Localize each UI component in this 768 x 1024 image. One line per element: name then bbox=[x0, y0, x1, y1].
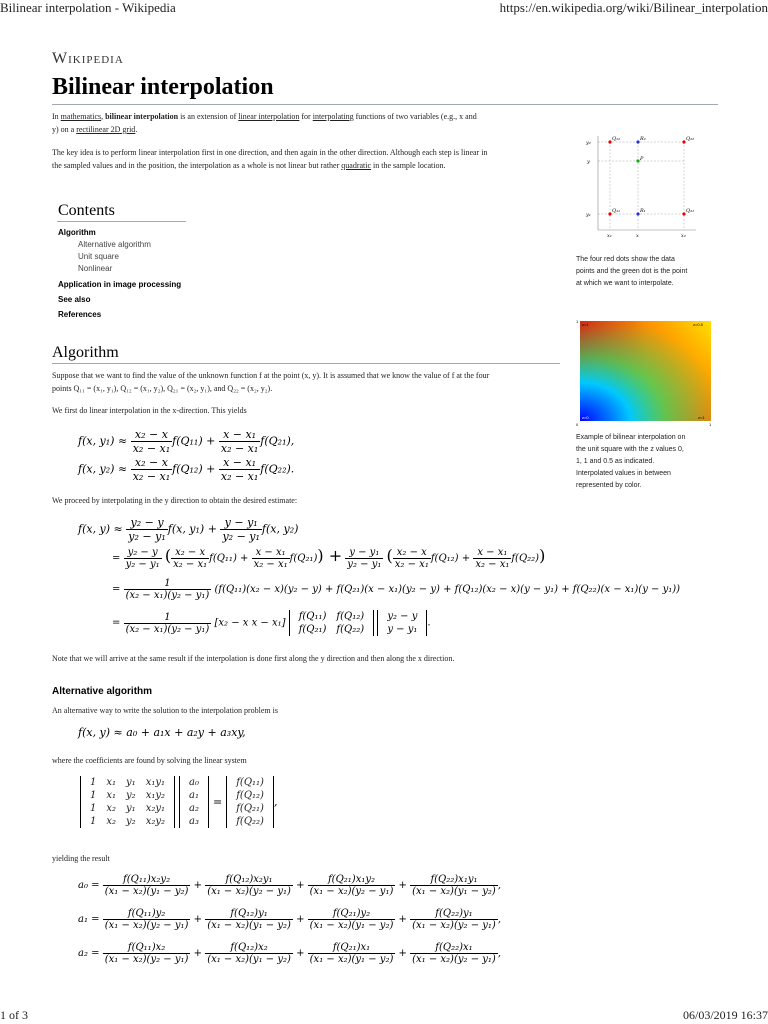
matrix-cell: y₁ bbox=[126, 777, 136, 788]
page-number: 1 of 3 bbox=[0, 1008, 28, 1022]
denominator: x₂ − x₁ bbox=[132, 442, 171, 455]
colormap-svg bbox=[576, 318, 716, 428]
math-term: , bbox=[273, 795, 278, 809]
numerator: f(Q₂₂)x₁y₁ bbox=[410, 874, 498, 886]
label-q21: Q₂₁ bbox=[686, 208, 695, 214]
fraction bbox=[393, 547, 431, 570]
text: the sampled values and in the position, the interpolation as a whole is not linear but rather bbox=[52, 161, 342, 170]
matrix-cell: y₁ bbox=[126, 803, 136, 814]
link-quadratic[interactable]: quadratic bbox=[341, 161, 372, 170]
math-term: , bbox=[497, 880, 502, 891]
tab-title: Bilinear interpolation - Wikipedia bbox=[0, 0, 176, 15]
label-x1: x₁ bbox=[607, 233, 612, 239]
matrix-row bbox=[294, 610, 369, 623]
linear-system bbox=[80, 776, 277, 828]
denominator: (x₂ − x₁)(y₂ − y₁) bbox=[125, 623, 210, 635]
math-term: f(x, y₂) ≈ bbox=[78, 462, 128, 476]
fraction bbox=[308, 908, 396, 931]
figure-unit-square-colormap[interactable] bbox=[576, 318, 716, 428]
math-term: f(x, y₁) ≈ bbox=[78, 434, 128, 448]
fraction bbox=[131, 456, 172, 483]
matrix-cell: x₂y₁ bbox=[145, 803, 166, 814]
page-url[interactable]: https://en.wikipedia.org/wiki/Bilinear_interpolation bbox=[499, 0, 768, 15]
fraction bbox=[219, 428, 260, 455]
math-term: f(Q₂₁) bbox=[289, 553, 318, 564]
math-term: f(Q₁₁) + bbox=[209, 553, 249, 564]
algorithm-heading: Algorithm bbox=[52, 344, 119, 361]
axis-label-right: 1 bbox=[709, 422, 712, 427]
math-term: a₁ = bbox=[78, 914, 100, 925]
matrix-row bbox=[184, 776, 204, 789]
table-of-contents bbox=[58, 226, 258, 326]
matrix-cell: 1 bbox=[90, 790, 97, 801]
fraction bbox=[252, 547, 290, 570]
math-term: = bbox=[112, 584, 121, 595]
toc-item-application[interactable]: Application in image processing bbox=[58, 280, 182, 289]
caption-line: The four red dots show the data bbox=[576, 256, 675, 263]
matrix-row bbox=[85, 802, 170, 815]
math-term: = bbox=[112, 553, 121, 564]
caption-line: Interpolated values in between bbox=[576, 470, 671, 477]
alt-paragraph-2: where the coefficients are found by solving the linear system bbox=[52, 756, 247, 765]
matrix-cell: a₃ bbox=[189, 816, 199, 827]
numerator: y₂ − y bbox=[126, 516, 167, 530]
matrix-row bbox=[184, 815, 204, 828]
numerator: f(Q₂₂)x₁ bbox=[410, 942, 498, 954]
caption-line: 1, 1 and 0.5 as indicated. bbox=[576, 458, 655, 465]
fraction bbox=[126, 516, 167, 543]
matrix-row bbox=[382, 610, 422, 623]
algorithm-paragraph-4: Note that we will arrive at the same result if the interpolation is done first along the y direction and then along the x direction. bbox=[52, 654, 455, 663]
denominator: (x₁ − x₂)(y₂ − y₁) bbox=[412, 954, 496, 965]
denominator: (x₁ − x₂)(y₁ − y₂) bbox=[104, 886, 189, 897]
alternative-algorithm-heading: Alternative algorithm bbox=[52, 686, 153, 697]
text: In bbox=[52, 112, 61, 121]
numerator: y₂ − y bbox=[124, 547, 162, 559]
denominator: (x₁ − x₂)(y₂ − y₁) bbox=[104, 954, 189, 965]
fraction bbox=[103, 874, 191, 897]
numerator: x − x₁ bbox=[219, 456, 260, 470]
paren: ) + bbox=[317, 546, 343, 565]
alt-paragraph-1: An alternative way to write the solution to the interpolation problem is bbox=[52, 706, 278, 715]
matrix-cell: x₁y₂ bbox=[145, 790, 166, 801]
denominator: (x₁ − x₂)(y₁ − y₂) bbox=[412, 886, 496, 897]
math-term: , bbox=[497, 948, 502, 959]
fraction bbox=[410, 874, 498, 897]
formula-fxy-line4 bbox=[112, 610, 431, 636]
numerator: f(Q₁₂)x₂ bbox=[205, 942, 293, 954]
text: , bbox=[101, 112, 106, 121]
denominator: x₂ − x₁ bbox=[220, 470, 259, 483]
formula-fxy-line3 bbox=[112, 578, 680, 601]
matrix-cell: f(Q₁₂) bbox=[236, 790, 264, 801]
matrix-table bbox=[85, 776, 170, 828]
math-term: = bbox=[213, 795, 223, 809]
fraction bbox=[345, 547, 383, 570]
label-q22: Q₂₂ bbox=[686, 136, 695, 142]
corner-label-tl: z=1 bbox=[582, 322, 589, 327]
colormap-layer bbox=[580, 321, 711, 421]
coefficient-vector bbox=[179, 776, 209, 828]
numerator: 1 bbox=[124, 578, 212, 590]
toc-item-references[interactable]: References bbox=[58, 310, 102, 319]
numerator: f(Q₂₂)y₁ bbox=[410, 908, 498, 920]
matrix-row bbox=[294, 623, 369, 636]
label-y2: y₂ bbox=[586, 140, 591, 146]
numerator: f(Q₂₁)x₁y₂ bbox=[308, 874, 396, 886]
fraction bbox=[220, 516, 261, 543]
formula-a0 bbox=[78, 874, 501, 897]
algorithm-divider bbox=[52, 363, 560, 364]
math-term: f(Q₂₁), bbox=[260, 434, 295, 448]
formula-alt: f(x, y) ≈ a₀ + a₁x + a₂y + a₃xy, bbox=[78, 726, 246, 739]
numerator: f(Q₁₂)x₂y₁ bbox=[205, 874, 293, 886]
fraction bbox=[103, 908, 191, 931]
label-y: y bbox=[587, 159, 590, 165]
numerator: f(Q₁₁)x₂y₂ bbox=[103, 874, 191, 886]
matrix-cell: x₁y₁ bbox=[145, 777, 166, 788]
denominator: x₂ − x₁ bbox=[475, 559, 510, 570]
toc-item-algorithm[interactable]: Algorithm bbox=[58, 228, 96, 237]
bold-term: bilinear interpolation bbox=[105, 112, 179, 121]
numerator: f(Q₁₁)x₂ bbox=[103, 942, 191, 954]
matrix-cell: f(Q₂₁) bbox=[236, 803, 264, 814]
formula-a2 bbox=[78, 942, 501, 965]
caption-line: the unit square with the z values 0, bbox=[576, 446, 684, 453]
numerator: x₂ − x bbox=[131, 428, 172, 442]
math-term: f(x, y) ≈ bbox=[78, 522, 123, 536]
diagram-svg bbox=[580, 132, 700, 244]
denominator: (x₁ − x₂)(y₂ − y₁) bbox=[104, 920, 189, 931]
paren: ( bbox=[164, 546, 172, 565]
corner-label-tr: z=0.5 bbox=[693, 322, 703, 327]
fraction bbox=[205, 908, 293, 931]
algorithm-paragraph-1 bbox=[52, 369, 562, 395]
toc-item-see-also[interactable]: See also bbox=[58, 295, 91, 304]
matrix-cell: 1 bbox=[90, 803, 97, 814]
math-term: + bbox=[296, 914, 305, 925]
wikipedia-wordmark[interactable]: Wikipedia bbox=[52, 50, 124, 67]
math-term: + bbox=[193, 880, 202, 891]
fraction bbox=[308, 942, 396, 965]
matrix-cell: x₂ bbox=[106, 803, 117, 814]
axis-label-origin: 0 bbox=[576, 422, 579, 427]
formula-fxy-line1 bbox=[78, 516, 298, 543]
math-term: f(Q₁₂) + bbox=[430, 553, 471, 564]
math-term: + bbox=[398, 914, 407, 925]
alt-paragraph-3: yielding the result bbox=[52, 854, 110, 863]
fraction bbox=[308, 874, 396, 897]
matrix-row bbox=[231, 776, 269, 789]
math-term: f(x, y₂) bbox=[261, 522, 299, 536]
link-rectilinear-grid[interactable]: rectilinear 2D grid bbox=[76, 125, 136, 134]
matrix-cell: a₂ bbox=[189, 803, 199, 814]
denominator: x₂ − x₁ bbox=[173, 559, 208, 570]
corner-label-br: z=1 bbox=[698, 415, 705, 420]
numerator: x − x₁ bbox=[473, 547, 511, 559]
matrix-row bbox=[231, 789, 269, 802]
matrix-row bbox=[231, 802, 269, 815]
denominator: y₂ − y₁ bbox=[125, 559, 160, 570]
numerator: y − y₁ bbox=[345, 547, 383, 559]
numerator: y − y₁ bbox=[220, 516, 261, 530]
text: in the sample location. bbox=[371, 161, 446, 170]
label-p: P bbox=[640, 156, 644, 162]
matrix-row bbox=[85, 776, 170, 789]
matrix-cell: y − y₁ bbox=[387, 624, 418, 635]
text: is an extension of bbox=[178, 112, 239, 121]
math-term: + bbox=[193, 948, 202, 959]
denominator: x₂ − x₁ bbox=[253, 559, 288, 570]
math-term: a₀ = bbox=[78, 880, 100, 891]
fraction bbox=[103, 942, 191, 965]
numerator: x − x₁ bbox=[252, 547, 290, 559]
link-interpolating[interactable]: interpolating bbox=[312, 112, 354, 121]
matrix-fq bbox=[289, 610, 374, 636]
link-linear-interpolation[interactable]: linear interpolation bbox=[238, 112, 300, 121]
fraction bbox=[124, 547, 162, 570]
math-term: f(Q₁₁) + bbox=[172, 434, 216, 448]
math-term: f(x, y₁) + bbox=[167, 522, 217, 536]
label-x: x bbox=[636, 233, 639, 239]
matrix-cell: f(Q₁₁) bbox=[236, 777, 264, 788]
matrix-row bbox=[382, 623, 422, 636]
denominator: (x₂ − x₁)(y₂ − y₁) bbox=[125, 590, 210, 601]
matrix-table bbox=[184, 776, 204, 828]
math-term: + bbox=[193, 914, 202, 925]
axis-label-top: 1 bbox=[576, 319, 579, 324]
text: functions of two variables (e.g., x and bbox=[353, 112, 477, 121]
math-term: f(Q₂₂). bbox=[260, 462, 295, 476]
link-mathematics[interactable]: mathematics bbox=[60, 112, 102, 121]
contents-heading: Contents bbox=[58, 202, 115, 219]
denominator: (x₁ − x₂)(y₂ − y₁) bbox=[207, 886, 291, 897]
fraction bbox=[410, 908, 498, 931]
paren: ( bbox=[386, 546, 393, 565]
matrix-cell: a₁ bbox=[189, 790, 199, 801]
denominator: (x₁ − x₂)(y₁ − y₂) bbox=[309, 920, 394, 931]
text-line: Suppose that we want to find the value of the unknown function f at the point (x, y). It is assumed that we know the value of f at the four bbox=[52, 371, 490, 380]
figure1-caption bbox=[576, 254, 716, 290]
matrix-cell: x₁ bbox=[106, 790, 117, 801]
math-term: = bbox=[112, 617, 121, 629]
formula-a1 bbox=[78, 908, 501, 931]
denominator: (x₁ − x₂)(y₁ − y₂) bbox=[207, 954, 291, 965]
numerator: x₂ − x bbox=[131, 456, 172, 470]
denominator: y₂ − y₁ bbox=[222, 530, 260, 543]
print-datetime: 06/03/2019 16:37 bbox=[682, 1008, 768, 1022]
matrix-cell: x₂y₂ bbox=[145, 816, 166, 827]
math-term: , bbox=[497, 914, 502, 925]
denominator: x₂ − x₁ bbox=[220, 442, 259, 455]
label-q12: Q₁₂ bbox=[612, 136, 621, 142]
text-line: points Q₁₁ = (x₁, y₁), Q₁₂ = (x₁, y₂), Q₂₁ = (x₂, y₁), and Q₂₂ = (x₂, y₂). bbox=[52, 384, 273, 393]
paren: ) bbox=[539, 546, 546, 565]
matrix-cell: f(Q₂₁) bbox=[298, 624, 327, 635]
denominator: (x₁ − x₂)(y₂ − y₁) bbox=[309, 886, 394, 897]
numerator: 1 bbox=[124, 612, 212, 624]
fraction bbox=[131, 428, 172, 455]
label-r2: R₂ bbox=[640, 136, 646, 142]
matrix-cell: f(Q₁₁) bbox=[298, 611, 327, 622]
fraction bbox=[171, 547, 209, 570]
denominator: x₂ − x₁ bbox=[394, 559, 429, 570]
label-r1: R₁ bbox=[640, 208, 646, 214]
formula-fxy2 bbox=[78, 456, 294, 483]
matrix-row bbox=[85, 789, 170, 802]
numerator: x − x₁ bbox=[219, 428, 260, 442]
caption-line: represented by color. bbox=[576, 482, 642, 489]
text: y) on a bbox=[52, 125, 77, 134]
math-term: + bbox=[398, 880, 407, 891]
toc-item-alternative-algorithm[interactable]: Alternative algorithm bbox=[78, 240, 151, 249]
title-divider bbox=[52, 104, 718, 105]
fraction bbox=[124, 612, 212, 635]
algorithm-paragraph-2: We first do linear interpolation in the x-direction. This yields bbox=[52, 406, 247, 415]
matrix-cell: 1 bbox=[90, 816, 97, 827]
matrix-cell: y₂ bbox=[126, 790, 136, 801]
fraction bbox=[205, 942, 293, 965]
label-x2: x₂ bbox=[681, 233, 686, 239]
matrix-row bbox=[184, 789, 204, 802]
fraction bbox=[219, 456, 260, 483]
label-y1: y₁ bbox=[586, 212, 591, 218]
numerator: f(Q₁₂)y₁ bbox=[205, 908, 293, 920]
numerator: x₂ − x bbox=[393, 547, 431, 559]
row-vector: [x₂ − x x − x₁] bbox=[214, 617, 286, 629]
math-term: (f(Q₁₁)(x₂ − x)(y₂ − y) + f(Q₂₁)(x − x₁)(y₂ − y) + f(Q₁₂)(x₂ − x)(y − y₁) + f(Q₂₂)(x − x₁)(y − y₁)) bbox=[214, 584, 681, 595]
caption-line: Example of bilinear interpolation on bbox=[576, 434, 686, 441]
figure2-caption bbox=[576, 432, 716, 492]
toc-item-unit-square[interactable]: Unit square bbox=[78, 252, 119, 261]
matrix-row bbox=[184, 802, 204, 815]
math-term: a₂ = bbox=[78, 948, 100, 959]
denominator: (x₁ − x₂)(y₁ − y₂) bbox=[309, 954, 394, 965]
matrix-cell: a₀ bbox=[189, 777, 199, 788]
numerator: f(Q₂₁)x₁ bbox=[308, 942, 396, 954]
denominator: (x₁ − x₂)(y₁ − y₂) bbox=[207, 920, 291, 931]
label-q11: Q₁₁ bbox=[612, 208, 621, 214]
system-matrix bbox=[80, 776, 175, 828]
fraction bbox=[410, 942, 498, 965]
fraction bbox=[473, 547, 511, 570]
article-title: Bilinear interpolation bbox=[52, 74, 274, 100]
matrix-table bbox=[231, 776, 269, 828]
matrix-cell: y₂ − y bbox=[387, 611, 418, 622]
math-term: . bbox=[427, 617, 431, 629]
numerator: f(Q₂₁)y₂ bbox=[308, 908, 396, 920]
fraction bbox=[124, 578, 212, 601]
numerator: f(Q₁₁)y₂ bbox=[103, 908, 191, 920]
caption-line: at which we want to interpolate. bbox=[576, 280, 674, 287]
formula-fxy-line2 bbox=[112, 546, 545, 570]
fraction bbox=[205, 874, 293, 897]
caption-line: points and the green dot is the point bbox=[576, 268, 688, 275]
intro-paragraph-1 bbox=[52, 110, 562, 136]
math-term: f(Q₁₂) + bbox=[172, 462, 216, 476]
matrix-row bbox=[85, 815, 170, 828]
numerator: x₂ − x bbox=[171, 547, 209, 559]
algorithm-paragraph-3: We proceed by interpolating in the y direction to obtain the desired estimate: bbox=[52, 496, 298, 505]
denominator: y₂ − y₁ bbox=[128, 530, 166, 543]
matrix-table bbox=[294, 610, 369, 636]
corner-label-bl: z=0 bbox=[582, 415, 589, 420]
matrix-cell: y₂ bbox=[126, 816, 136, 827]
matrix-table bbox=[382, 610, 422, 636]
text: for bbox=[299, 112, 313, 121]
formula-fxy1 bbox=[78, 428, 294, 455]
matrix-cell: f(Q₂₂) bbox=[336, 624, 365, 635]
matrix-cell: 1 bbox=[90, 777, 97, 788]
contents-divider bbox=[57, 221, 186, 222]
column-vector bbox=[377, 610, 427, 636]
denominator: (x₁ − x₂)(y₂ − y₁) bbox=[412, 920, 496, 931]
text: The key idea is to perform linear interpolation first in one direction, and then again in the other direction. Although each step is linear in bbox=[52, 148, 488, 157]
denominator: y₂ − y₁ bbox=[347, 559, 382, 570]
matrix-cell: x₁ bbox=[106, 777, 117, 788]
toc-item-nonlinear[interactable]: Nonlinear bbox=[78, 264, 113, 273]
matrix-cell: x₂ bbox=[106, 816, 117, 827]
values-vector bbox=[226, 776, 274, 828]
math-term: f(Q₂₂) bbox=[511, 553, 540, 564]
matrix-cell: f(Q₂₂) bbox=[236, 816, 264, 827]
figure-bilinear-diagram[interactable] bbox=[580, 132, 700, 244]
math-term: + bbox=[398, 948, 407, 959]
math-term: + bbox=[296, 880, 305, 891]
denominator: x₂ − x₁ bbox=[132, 470, 171, 483]
text: . bbox=[135, 125, 138, 134]
intro-paragraph-2 bbox=[52, 146, 562, 172]
matrix-row bbox=[231, 815, 269, 828]
math-term: + bbox=[296, 948, 305, 959]
matrix-cell: f(Q₁₂) bbox=[336, 611, 365, 622]
